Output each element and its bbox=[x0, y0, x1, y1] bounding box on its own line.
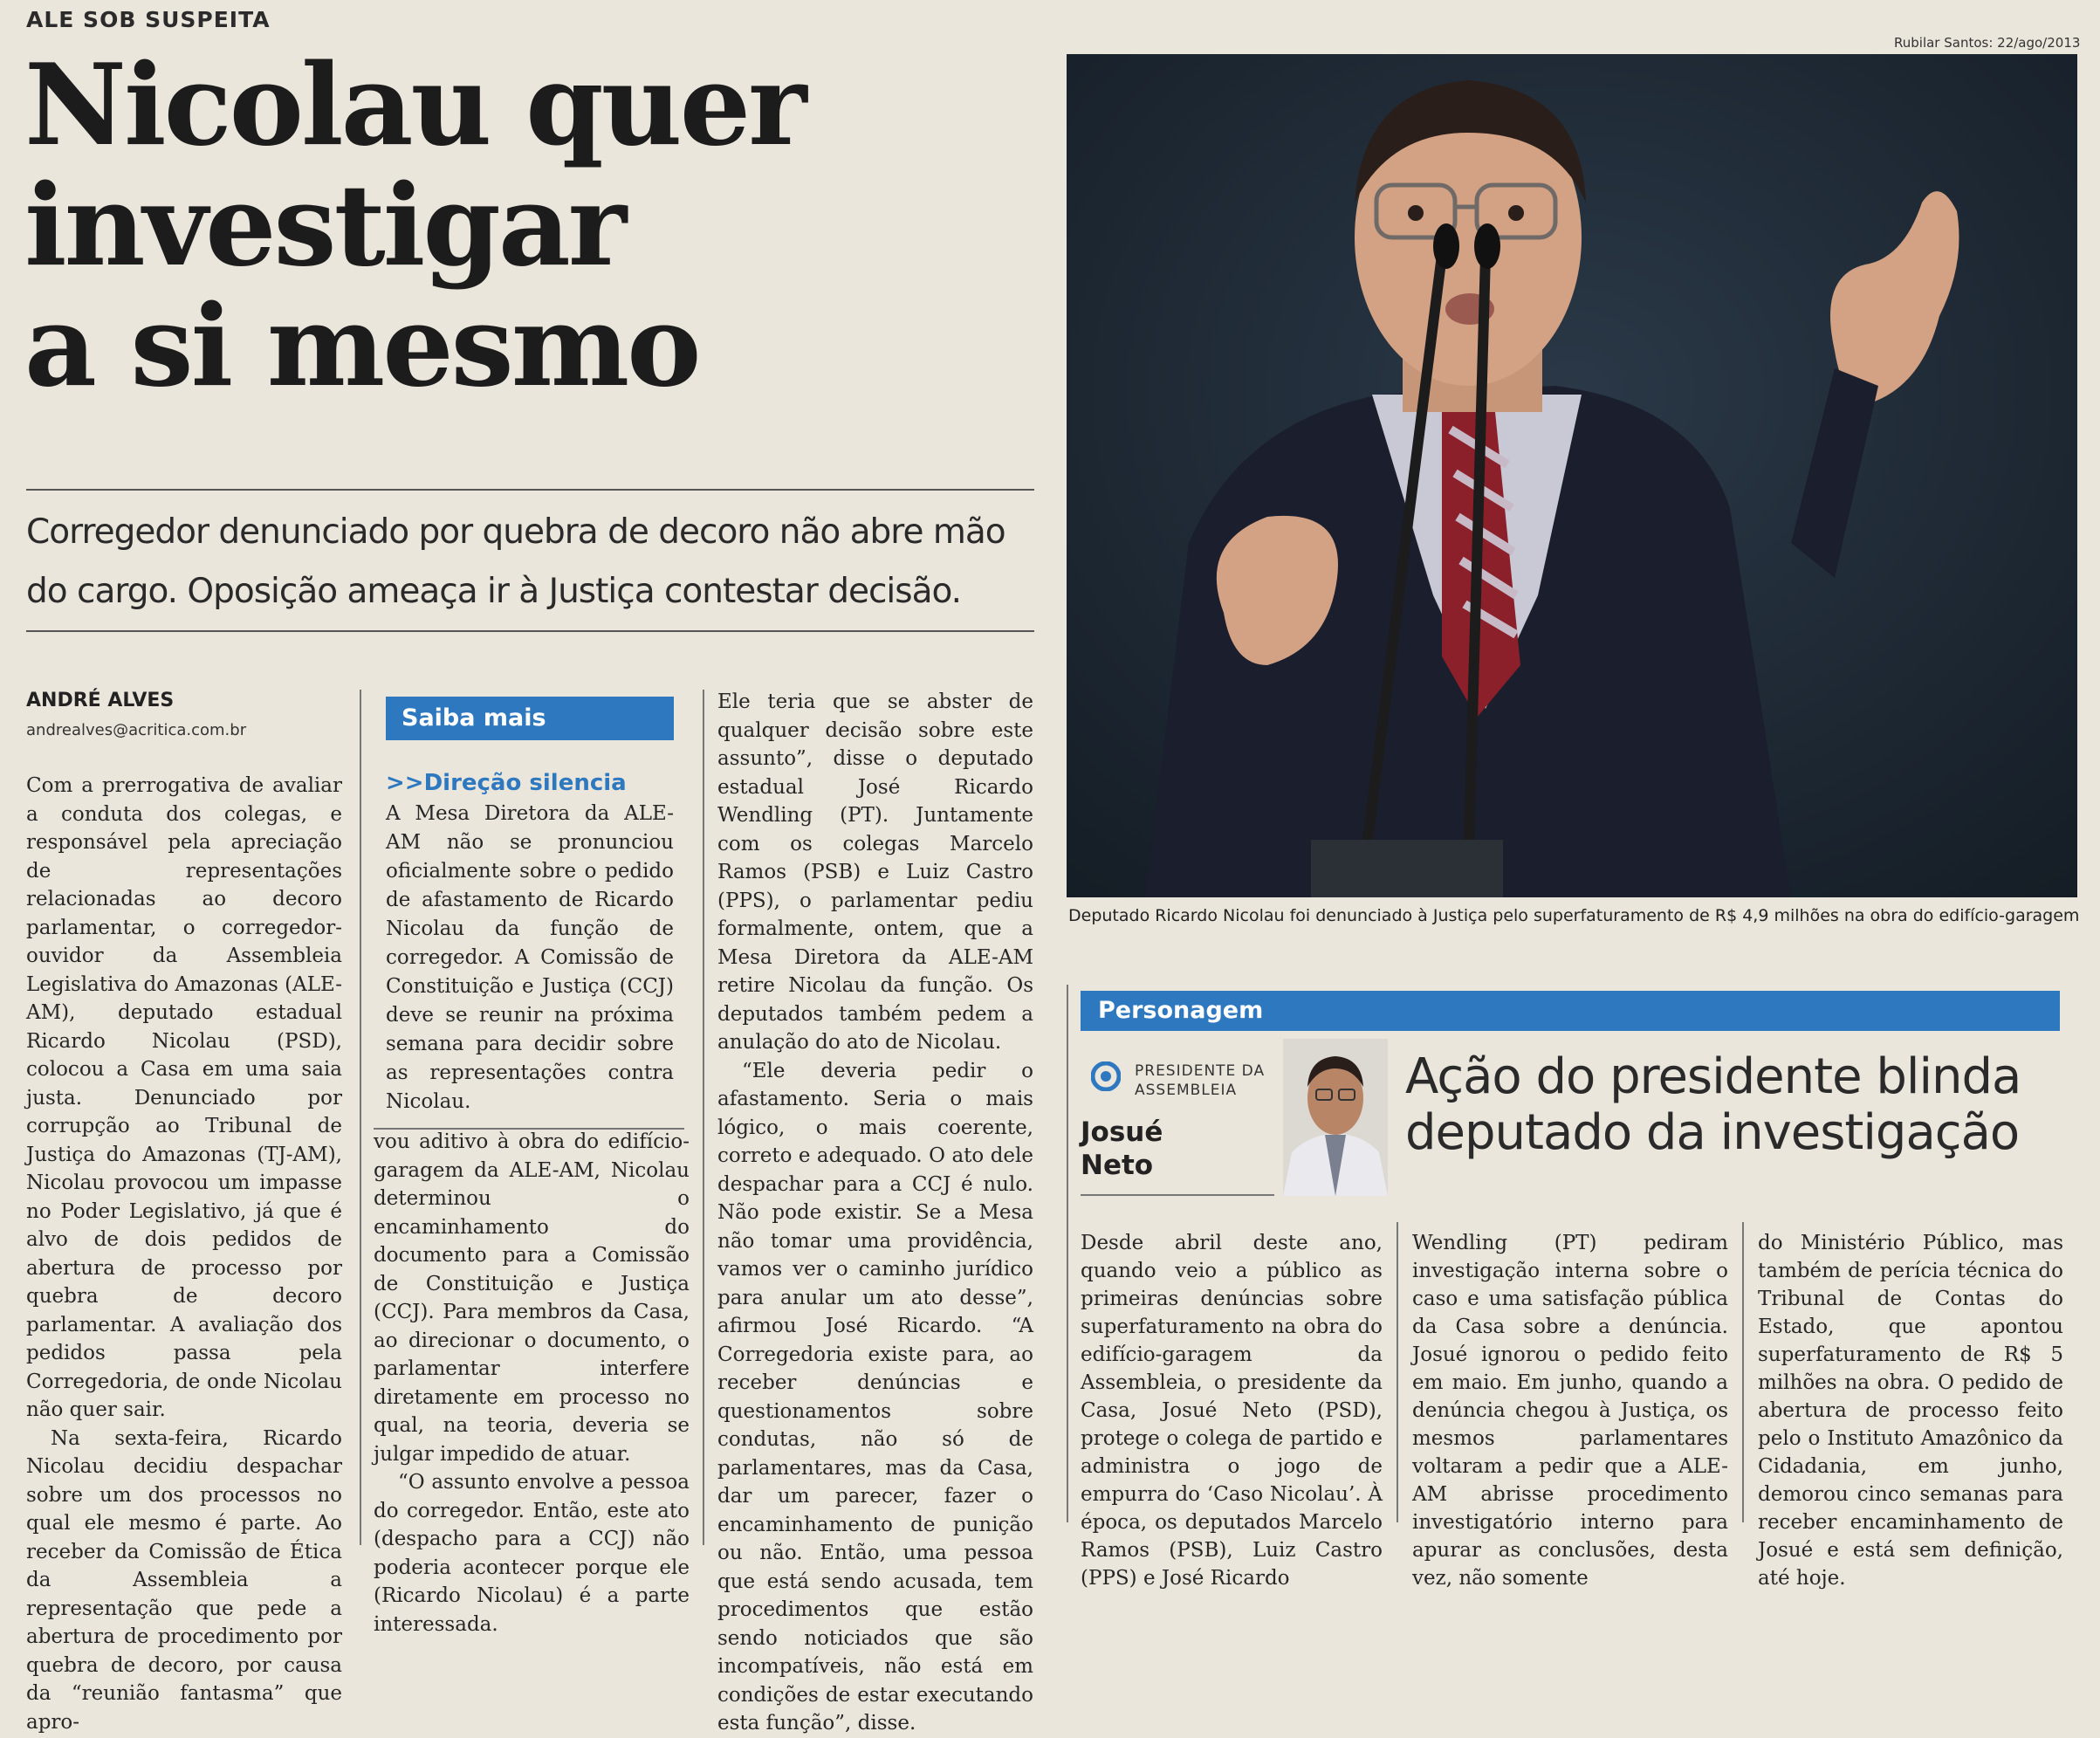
article-column-1 bbox=[26, 772, 342, 1736]
column-divider bbox=[1397, 1222, 1398, 1522]
column-divider bbox=[360, 690, 361, 1545]
divider bbox=[26, 489, 1034, 491]
personagem-role bbox=[1135, 1061, 1265, 1100]
headline-line-1: Nicolau quer bbox=[24, 40, 805, 171]
article-column-3 bbox=[717, 688, 1033, 1738]
column-divider bbox=[1742, 1222, 1744, 1522]
divider bbox=[1081, 1194, 1274, 1196]
subhead-line-2: do cargo. Oposição ameaça ir à Justiça contestar decisão. bbox=[26, 572, 962, 611]
photo-credit: Rubilar Santos: 22/ago/2013 bbox=[1894, 35, 2081, 51]
saiba-mais-title: >>Direção silencia bbox=[386, 770, 627, 796]
paragraph: “O assunto envolve a pessoa do corregedor. Então, este ato (despacho para a CCJ) não poderia acontecer porque ele (Ricardo Nicolau) é a parte interessada. bbox=[374, 1471, 690, 1636]
personagem-photo bbox=[1283, 1039, 1388, 1196]
paragraph: A Mesa Diretora da ALE-AM não se pronunciou oficialmente sobre o pedido de afastamento de Ricardo Nicolau da função de corregedor. A Comissão de Constituição e Justiça (CCJ) deve se reunir na próxima semana para decidir sobre as representações contra Nicolau. bbox=[386, 802, 674, 1113]
photo-caption: Deputado Ricardo Nicolau foi denunciado à Justiça pelo superfaturamento de R$ 4,9 milhões na obra do edifício-garagem bbox=[1068, 906, 2080, 925]
target-icon bbox=[1091, 1061, 1121, 1091]
paragraph: “Ele deveria pedir o afastamento. Seria o mais lógico, o mais coerente, correto e adequado. O ato dele despachar para a CCJ é nulo. Não pode existir. Se a Mesa não tomar uma providência, vamos ver o caminho jurídico para anular um ato desse”, afirmou José Ricardo. “A Corregedoria existe para, ao receber denúncias e questionamentos sobre condutas, não só de parlamentares, mas da Casa, dar um parecer, fazer o encaminhamento de punição ou não. Então, uma pessoa que está sendo acusada, tem procedimentos que estão sendo noticiados que são incompatíveis, não está em condições de estar executando esta função”, disse. bbox=[717, 1059, 1033, 1735]
saiba-mais-text bbox=[386, 800, 674, 1116]
section-border bbox=[1067, 985, 1068, 1522]
personagem-headline bbox=[1405, 1049, 2069, 1161]
article-column-2 bbox=[374, 1128, 690, 1638]
paragraph: Com a prerrogativa de avaliar a conduta dos colegas, e responsável pela apreciação de representações relacionadas ao decoro parlamentar, o corregedor-ouvidor da Assembleia Legislativa do Amazonas (ALE-AM), deputado estadual Ricardo Nicolau (PSD), colocou a Casa em uma saia justa. Denunciado por corrupção ao Tribunal de Justiça do Amazonas (TJ-AM), Nicolau provocou um impasse no Poder Legislativo, já que é alvo de dois pedidos de abertura de processo por quebra de decoro parlamentar. A avaliação dos pedidos passa pela Corregedoria, de onde Nicolau não quer sair. bbox=[26, 774, 342, 1421]
divider bbox=[26, 630, 1034, 632]
role-line-1: PRESIDENTE DA bbox=[1135, 1062, 1266, 1080]
headline-line-2: investigar bbox=[24, 161, 625, 292]
personagem-column-3: do Ministério Público, mas também de perícia técnica do Tribunal de Contas do Estado, que apontou superfaturamento de R$ 5 milhões na obra. O pedido de abertura de processo feito pelo o Instituto Amazônico da Cidadania, em junho, demorou cinco semanas para receber encaminhamento de Josué e está sem definição, até hoje. bbox=[1758, 1232, 2063, 1590]
name-line-1: Josué bbox=[1081, 1116, 1163, 1148]
pers-headline-line-1: Ação do presidente blinda bbox=[1405, 1048, 2021, 1105]
author-email[interactable]: andrealves@acritica.com.br bbox=[26, 721, 247, 739]
paragraph: Ele teria que se abster de qualquer decisão sobre este assunto”, disse o deputado estadual José Ricardo Wendling (PT). Juntamente com os colegas Marcelo Ramos (PSB) e Luiz Castro (PPS), o parlamentar pediu formalmente, ontem, que a Mesa Diretora da ALE-AM retire Nicolau da função. Os deputados também pedem a anulação do ato de Nicolau. bbox=[717, 690, 1033, 1054]
role-line-2: ASSEMBLEIA bbox=[1135, 1082, 1238, 1099]
paragraph: vou aditivo à obra do edifício-garagem da ALE-AM, Nicolau determinou o encaminhamento do documento para a Comissão de Constituição e Justiça (CCJ). Para membros da Casa, ao direcionar o documento, o parlamentar interfere diretamente em processo no qual, na teoria, deveria se julgar impedido de atuar. bbox=[374, 1130, 690, 1466]
column-divider bbox=[703, 690, 704, 1545]
personagem-column-2: Wendling (PT) pediram investigação interna sobre o caso e uma satisfação pública da Casa sobre a denúncia. Josué ignorou o pedido feito em maio. Em junho, quando a denúncia chegou à Justiça, os mesmos parlamentares voltaram a pedir que a ALE-AM abrisse procedimento investigatório interno para apurar as conclusões, desta vez, não somente bbox=[1412, 1232, 1728, 1590]
subhead-line-1: Corregedor denunciado por quebra de decoro não abre mão bbox=[26, 512, 1005, 552]
personagem-name bbox=[1081, 1116, 1163, 1182]
headline-line-3: a si mesmo bbox=[24, 281, 699, 412]
saiba-mais-label: Saiba mais bbox=[386, 697, 674, 740]
personagem-column-1: Desde abril deste ano, quando veio a público as primeiras denúncias sobre superfaturamento na obra do edifício-garagem da Assembleia, o presidente da Casa, Josué Neto (PSD), protege o colega de partido e administra o jogo de empurra do ‘Caso Nicolau’. À época, os deputados Marcelo Ramos (PSB), Luiz Castro (PPS) e José Ricardo bbox=[1081, 1232, 1383, 1590]
portrait-illustration bbox=[1283, 1039, 1388, 1196]
author-name: ANDRÉ ALVES bbox=[26, 690, 175, 711]
main-photo bbox=[1067, 54, 2077, 897]
name-line-2: Neto bbox=[1081, 1150, 1154, 1181]
subheadline bbox=[26, 503, 1039, 622]
headline bbox=[24, 40, 1028, 412]
personagem-label: Personagem bbox=[1081, 991, 2060, 1031]
section-kicker: ALE SOB SUSPEITA bbox=[26, 7, 271, 32]
paragraph: Na sexta-feira, Ricardo Nicolau decidiu despachar sobre um dos processos no qual ele mesmo é parte. Ao receber da Comissão de Ética da Assembleia a representação que pede a abertura de procedimento por quebra de decoro, por causa da “reunião fantasma” que apro- bbox=[26, 1426, 342, 1734]
speaker-illustration bbox=[1067, 54, 2077, 897]
pers-headline-line-2: deputado da investigação bbox=[1405, 1104, 2020, 1161]
